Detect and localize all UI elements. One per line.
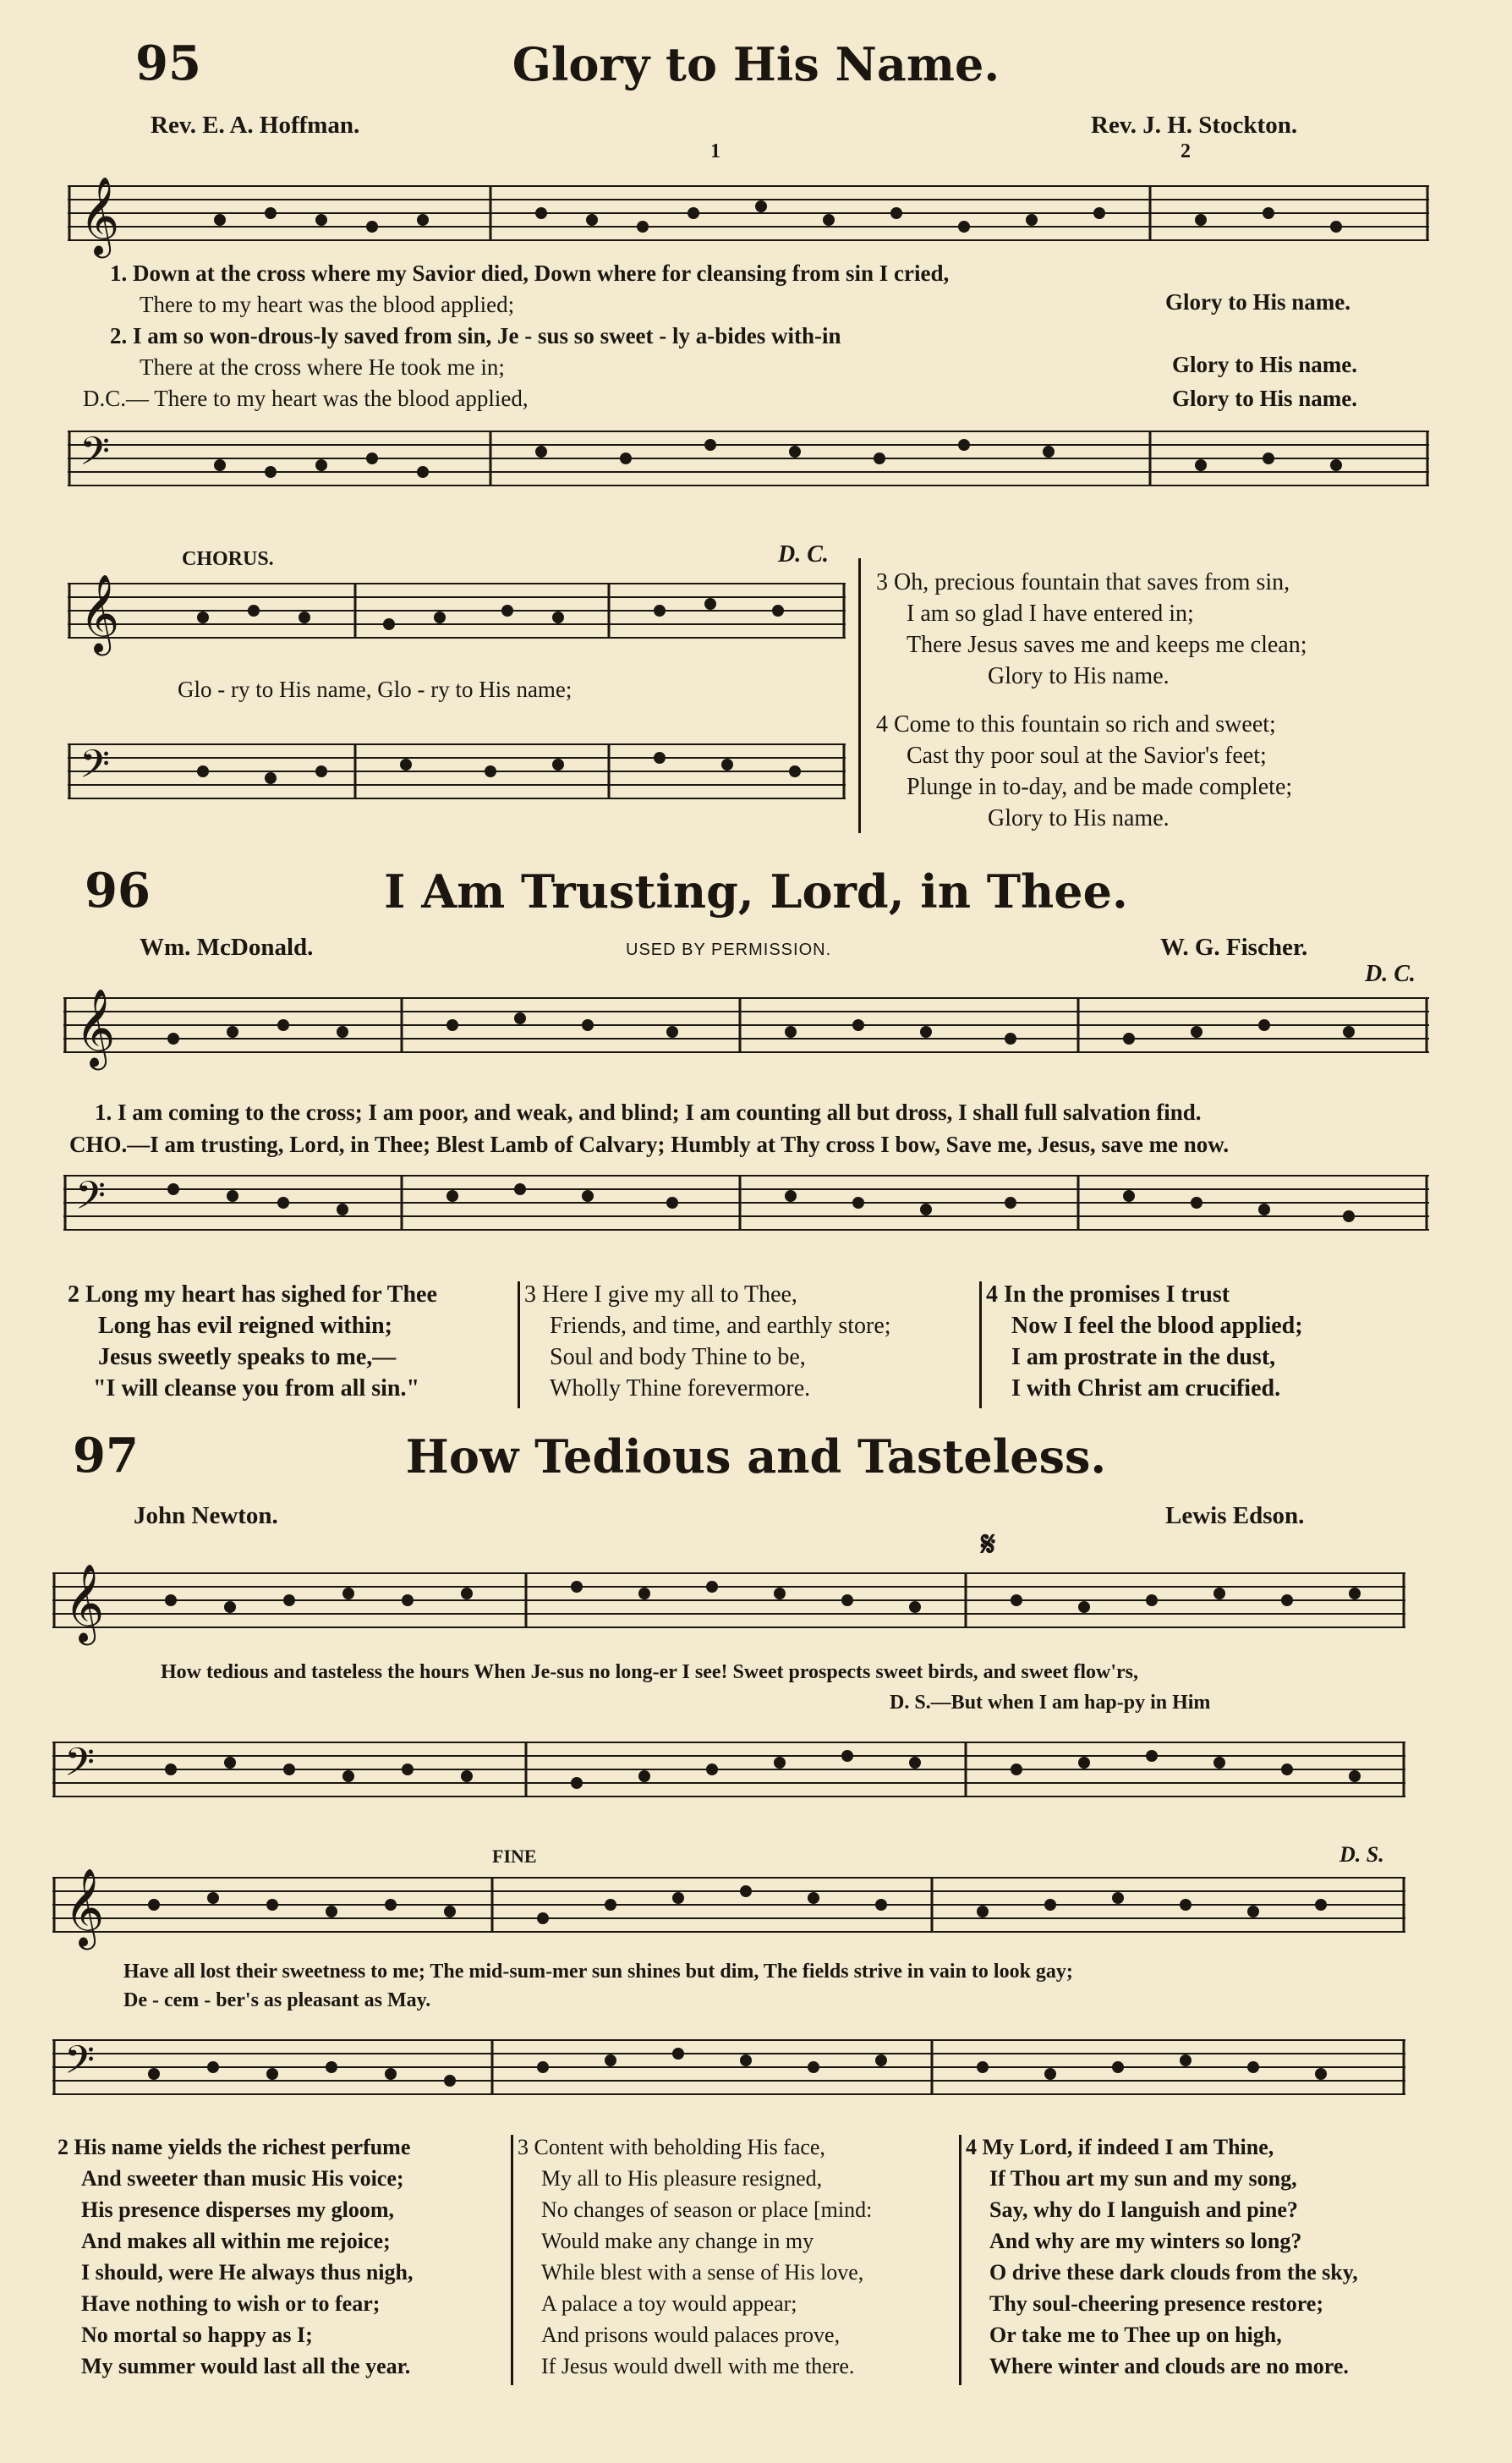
verse-line: 3 Here I give my all to Thee,: [524, 1281, 797, 1308]
refrain-text: Glory to His name.: [1172, 386, 1357, 411]
hymn-title: How Tedious and Tasteless.: [405, 1429, 1107, 1484]
hymn-title: Glory to His Name.: [512, 37, 1000, 91]
svg-text:𝄞: 𝄞: [79, 176, 120, 255]
refrain-text: Glory to His name.: [1172, 352, 1357, 377]
hymn-author: Rev. E. A. Hoffman.: [151, 112, 360, 139]
hymn-composer: W. G. Fischer.: [1160, 934, 1308, 961]
svg-text:𝄞: 𝄞: [64, 1563, 105, 1642]
verse-line: Long has evil reigned within;: [98, 1313, 392, 1339]
verse-line: And makes all within me rejoice;: [81, 2229, 391, 2253]
verse-line: Jesus sweetly speaks to me,—: [98, 1344, 397, 1370]
music-system-bass: [52, 2023, 1405, 2116]
verse-line: Wholly Thine forevermore.: [550, 1375, 811, 1402]
permission-note: USED BY PERMISSION.: [626, 941, 832, 959]
verse-4: [986, 1279, 1303, 1404]
chorus-staff-treble: [68, 567, 846, 660]
verse-line: No mortal so happy as I;: [81, 2323, 313, 2347]
column-divider: [511, 2135, 513, 2385]
music-system-treble: [52, 1861, 1405, 1962]
verse-3: [518, 2131, 872, 2382]
hymn-number: 97: [73, 1428, 139, 1484]
column-divider: [518, 1281, 520, 1408]
hymn-composer: Rev. J. H. Stockton.: [1091, 112, 1298, 139]
chorus-staff-bass: [68, 727, 846, 820]
verse-line: Would make any change in my: [541, 2229, 814, 2253]
verse-line: My all to His pleasure resigned,: [541, 2166, 823, 2191]
hymn-composer: Lewis Edson.: [1165, 1502, 1305, 1529]
music-system-bass: [68, 414, 1429, 507]
verse-line: If Thou art my sun and my song,: [989, 2166, 1297, 2191]
lyric-line: Have all lost their sweetness to me; The mid-sum-mer sun shines but dim, The fields strive in vain to look gay;: [123, 1961, 1073, 1983]
ending-mark-1: 1: [710, 140, 720, 162]
column-divider: [959, 2135, 961, 2385]
verse-line: I am so glad I have entered in;: [907, 601, 1194, 627]
ds-mark: D. S.: [1339, 1842, 1384, 1867]
verse-line: 3 Oh, precious fountain that saves from sin,: [876, 569, 1290, 595]
chorus-label: CHORUS.: [182, 548, 274, 570]
verse-line: I should, were He always thus nigh,: [81, 2260, 414, 2285]
fine-label: FINE: [492, 1846, 537, 1867]
verse-line: "I will cleanse you from all sin.": [93, 1375, 420, 1402]
lyric-line: 1. Down at the cross where my Savior died, Down where for cleansing from sin I cried,: [110, 261, 950, 286]
verse-line: Say, why do I languish and pine?: [989, 2197, 1298, 2222]
svg-text:𝄢: 𝄢: [79, 429, 111, 484]
lyric-line: 2. I am so won-drous-ly saved from sin, Je - sus so sweet - ly a-bides with-in: [110, 323, 841, 348]
lyric-line: There to my heart was the blood applied;: [140, 292, 515, 317]
lyric-line: De - cem - ber's as pleasant as May.: [123, 1989, 431, 2011]
column-divider: [979, 1281, 982, 1408]
music-system-bass: [52, 1725, 1405, 1818]
verse-line: Friends, and time, and earthly store;: [550, 1313, 891, 1339]
verse-line: Cast thy poor soul at the Savior's feet;: [907, 743, 1267, 769]
verse-3: [524, 1279, 891, 1404]
ending-mark-2: 2: [1181, 140, 1191, 162]
lyric-line: D. S.—But when I am hap-py in Him: [890, 1692, 1211, 1714]
verse-line: Glory to His name.: [988, 805, 1170, 831]
svg-text:𝄞: 𝄞: [79, 573, 120, 652]
verse-line: 4 My Lord, if indeed I am Thine,: [966, 2135, 1274, 2159]
verse-line: 3 Content with beholding His face,: [518, 2135, 825, 2159]
verse-2: [68, 1279, 437, 1404]
verse-line: O drive these dark clouds from the sky,: [989, 2260, 1358, 2285]
verse-line: Where winter and clouds are no more.: [989, 2354, 1349, 2378]
hymn-number: 95: [135, 36, 201, 91]
lyric-line: D.C.— There to my heart was the blood applied,: [83, 386, 529, 411]
svg-text:𝄢: 𝄢: [64, 2038, 96, 2093]
verse-line: And prisons would palaces prove,: [541, 2323, 841, 2347]
music-system-treble: [63, 981, 1429, 1083]
svg-text:𝄢: 𝄢: [64, 1740, 96, 1795]
segno-mark: 𝄋: [981, 1525, 996, 1563]
verse-line: 4 In the promises I trust: [986, 1281, 1230, 1308]
lyric-line: How tedious and tasteless the hours When Je-sus no long-er I see! Sweet prospects sweet birds, and sweet flow'rs,: [161, 1661, 1138, 1683]
verse-line: Or take me to Thee up on high,: [989, 2323, 1282, 2347]
verse-line: 2 Long my heart has sighed for Thee: [68, 1281, 437, 1308]
verse-line: And why are my winters so long?: [989, 2229, 1302, 2253]
verse-line: Thy soul-cheering presence restore;: [989, 2291, 1323, 2316]
svg-text:𝄢: 𝄢: [75, 1173, 107, 1228]
verse-line: My summer would last all the year.: [81, 2354, 411, 2378]
verse-line: His presence disperses my gloom,: [81, 2197, 394, 2222]
hymn-author: Wm. McDonald.: [140, 934, 314, 961]
verse-line: While blest with a sense of His love,: [541, 2260, 864, 2285]
verse-line: No changes of season or place [mind:: [541, 2197, 873, 2222]
verse-line: Now I feel the blood applied;: [1011, 1313, 1303, 1339]
music-system-bass: [63, 1159, 1429, 1252]
verse-2: [58, 2131, 414, 2382]
verse-4: [966, 2131, 1358, 2382]
hymn-author: John Newton.: [134, 1502, 278, 1529]
verse-line: I with Christ am crucified.: [1011, 1375, 1281, 1402]
verse-line: 4 Come to this fountain so rich and sweet;: [876, 711, 1276, 738]
verse-line: I am prostrate in the dust,: [1011, 1344, 1276, 1370]
dc-mark: D. C.: [778, 541, 829, 568]
dc-mark: D. C.: [1365, 961, 1416, 987]
svg-text:𝄞: 𝄞: [64, 1868, 105, 1946]
verse-line: There Jesus saves me and keeps me clean;: [907, 632, 1307, 658]
column-divider: [858, 558, 861, 833]
verse-line: Plunge in to-day, and be made complete;: [907, 774, 1293, 800]
verse-line: Soul and body Thine to be,: [550, 1344, 806, 1370]
verse-line: Glory to His name.: [988, 663, 1170, 689]
verse-line: Have nothing to wish or to fear;: [81, 2291, 381, 2316]
music-system-treble: [52, 1556, 1405, 1658]
verse-line: A palace a toy would appear;: [541, 2291, 797, 2316]
hymn-number: 96: [85, 863, 151, 919]
svg-text:𝄢: 𝄢: [79, 742, 111, 797]
hymn-title: I Am Trusting, Lord, in Thee.: [384, 864, 1128, 919]
verse-line: And sweeter than music His voice;: [81, 2166, 404, 2191]
lyric-line: CHO.—I am trusting, Lord, in Thee; Blest Lamb of Calvary; Humbly at Thy cross I bow, Save me, Jesus, save me now.: [69, 1132, 1230, 1157]
verse-4: [876, 709, 1292, 834]
verse-line: If Jesus would dwell with me there.: [541, 2354, 855, 2378]
lyric-line: There at the cross where He took me in;: [140, 354, 505, 380]
verse-line: 2 His name yields the richest perfume: [58, 2135, 411, 2159]
refrain-text: Glory to His name.: [1165, 289, 1350, 315]
svg-text:𝄞: 𝄞: [75, 988, 116, 1067]
chorus-lyric: Glo - ry to His name, Glo - ry to His name;: [178, 677, 572, 702]
verse-3: [876, 567, 1307, 692]
lyric-line: 1. I am coming to the cross; I am poor, and weak, and blind; I am counting all but dross, I shall full salvation find.: [95, 1100, 1202, 1125]
